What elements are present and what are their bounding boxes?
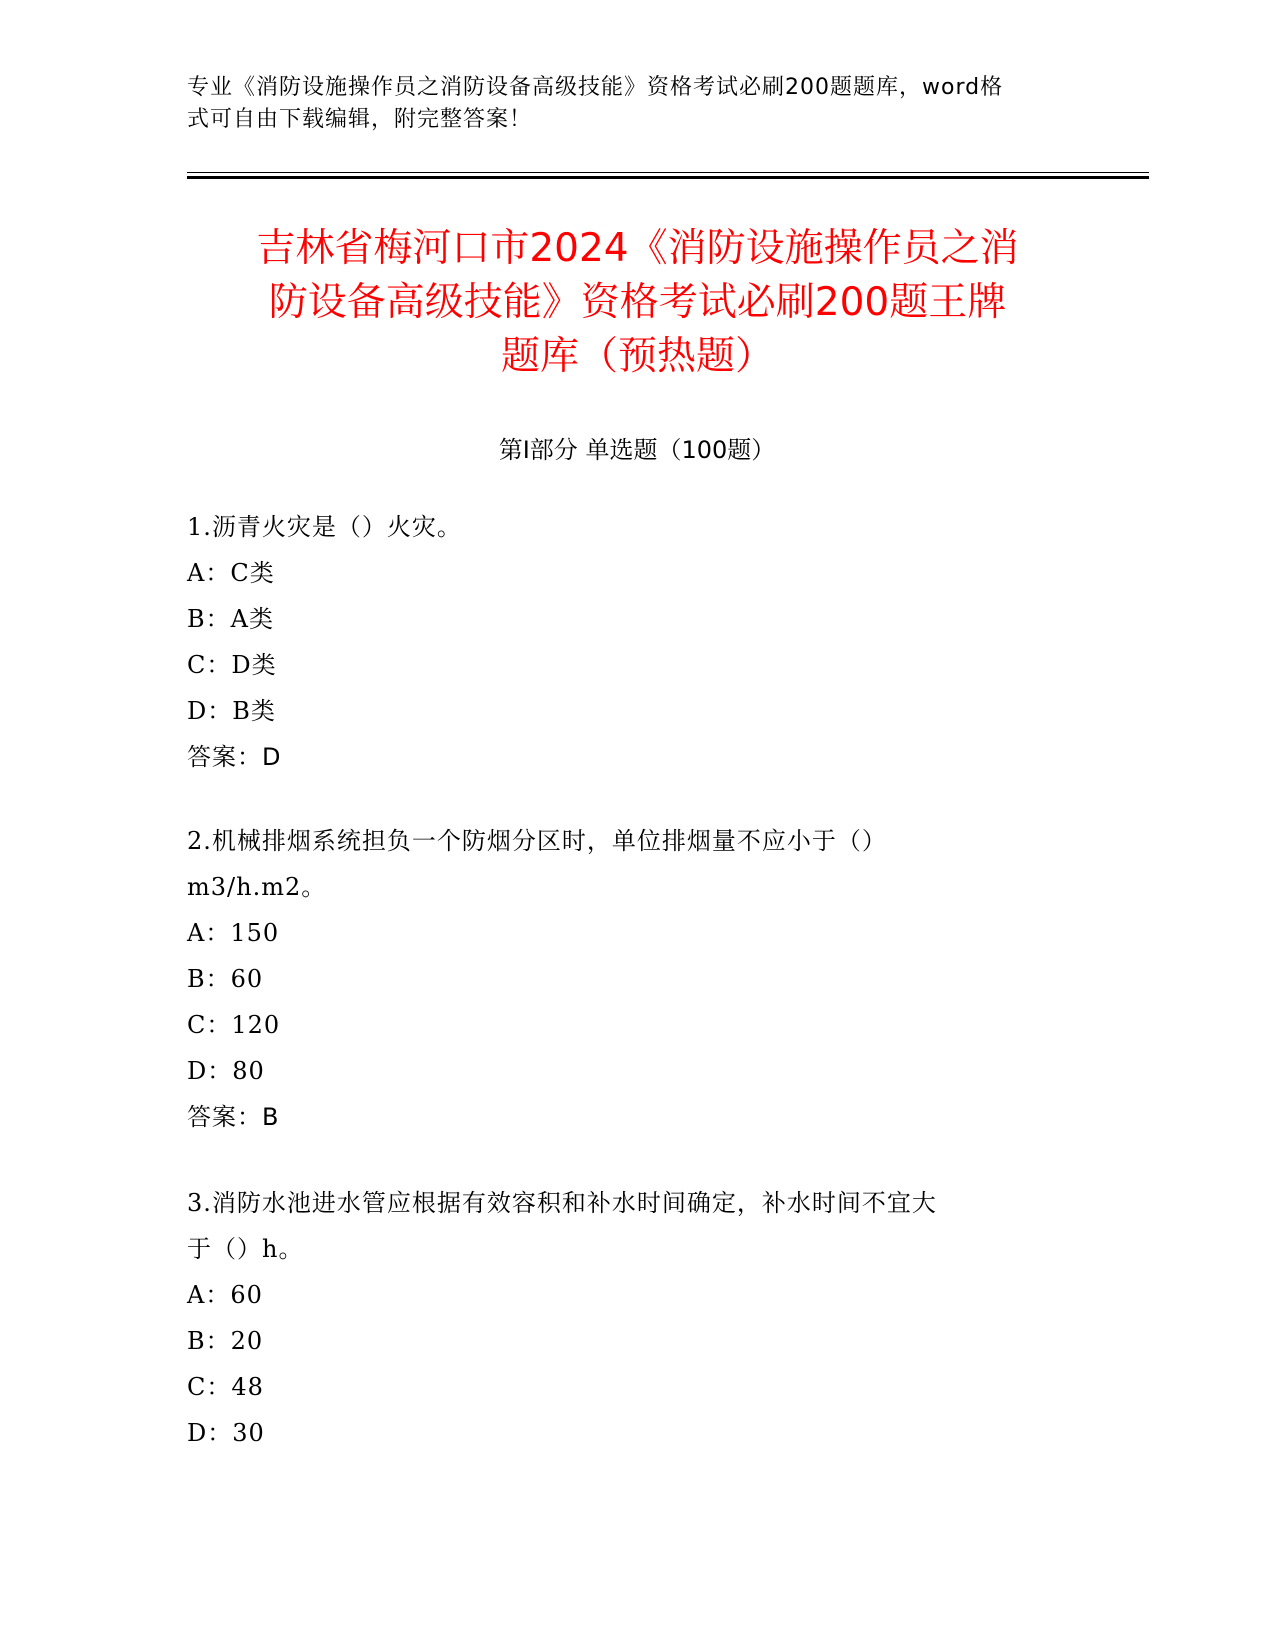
question-stem: 1.沥青火灾是（）火灾。 (187, 513, 462, 541)
document-title (170, 222, 1105, 384)
option-d: D：30 (187, 1419, 265, 1447)
header-rule-thin (187, 172, 1149, 173)
option-d: D：B类 (187, 697, 276, 725)
section-heading: 第I部分 单选题（100题） (498, 436, 776, 464)
option-c: C：120 (187, 1011, 281, 1039)
option-b: B：A类 (187, 605, 274, 633)
option-d: D：80 (187, 1057, 265, 1085)
option-a: A：60 (187, 1281, 263, 1309)
header-note-line-2: 式可自由下载编辑，附完整答案！ (187, 107, 533, 132)
question-1 (187, 504, 1067, 780)
header-note-line-1: 专业《消防设施操作员之消防设备高级技能》资格考试必刷200题题库，word格 (187, 75, 1004, 100)
question-stem-continued: 于（）h。 (187, 1235, 304, 1263)
question-3 (187, 1180, 1067, 1456)
option-a: A：C类 (187, 559, 275, 587)
question-stem: 3.消防水池进水管应根据有效容积和补水时间确定，补水时间不宜大 (187, 1189, 937, 1217)
header-rule-thick (187, 176, 1149, 179)
question-stem: 2.机械排烟系统担负一个防烟分区时，单位排烟量不应小于（） (187, 827, 887, 855)
document-title-line-3: 题库（预热题） (500, 334, 774, 379)
question-stem-continued: m3/h.m2。 (187, 873, 327, 901)
document-title-line-2: 防设备高级技能》资格考试必刷200题王牌 (268, 280, 1007, 325)
option-a: A：150 (187, 919, 280, 947)
option-b: B：20 (187, 1327, 264, 1355)
header-note (187, 72, 1067, 136)
answer: 答案：B (187, 1103, 280, 1131)
question-2 (187, 818, 1067, 1140)
answer: 答案：D (187, 743, 282, 771)
option-c: C：D类 (187, 651, 277, 679)
option-c: C：48 (187, 1373, 264, 1401)
option-b: B：60 (187, 965, 264, 993)
document-title-line-1: 吉林省梅河口市2024《消防设施操作员之消 (256, 226, 1019, 271)
